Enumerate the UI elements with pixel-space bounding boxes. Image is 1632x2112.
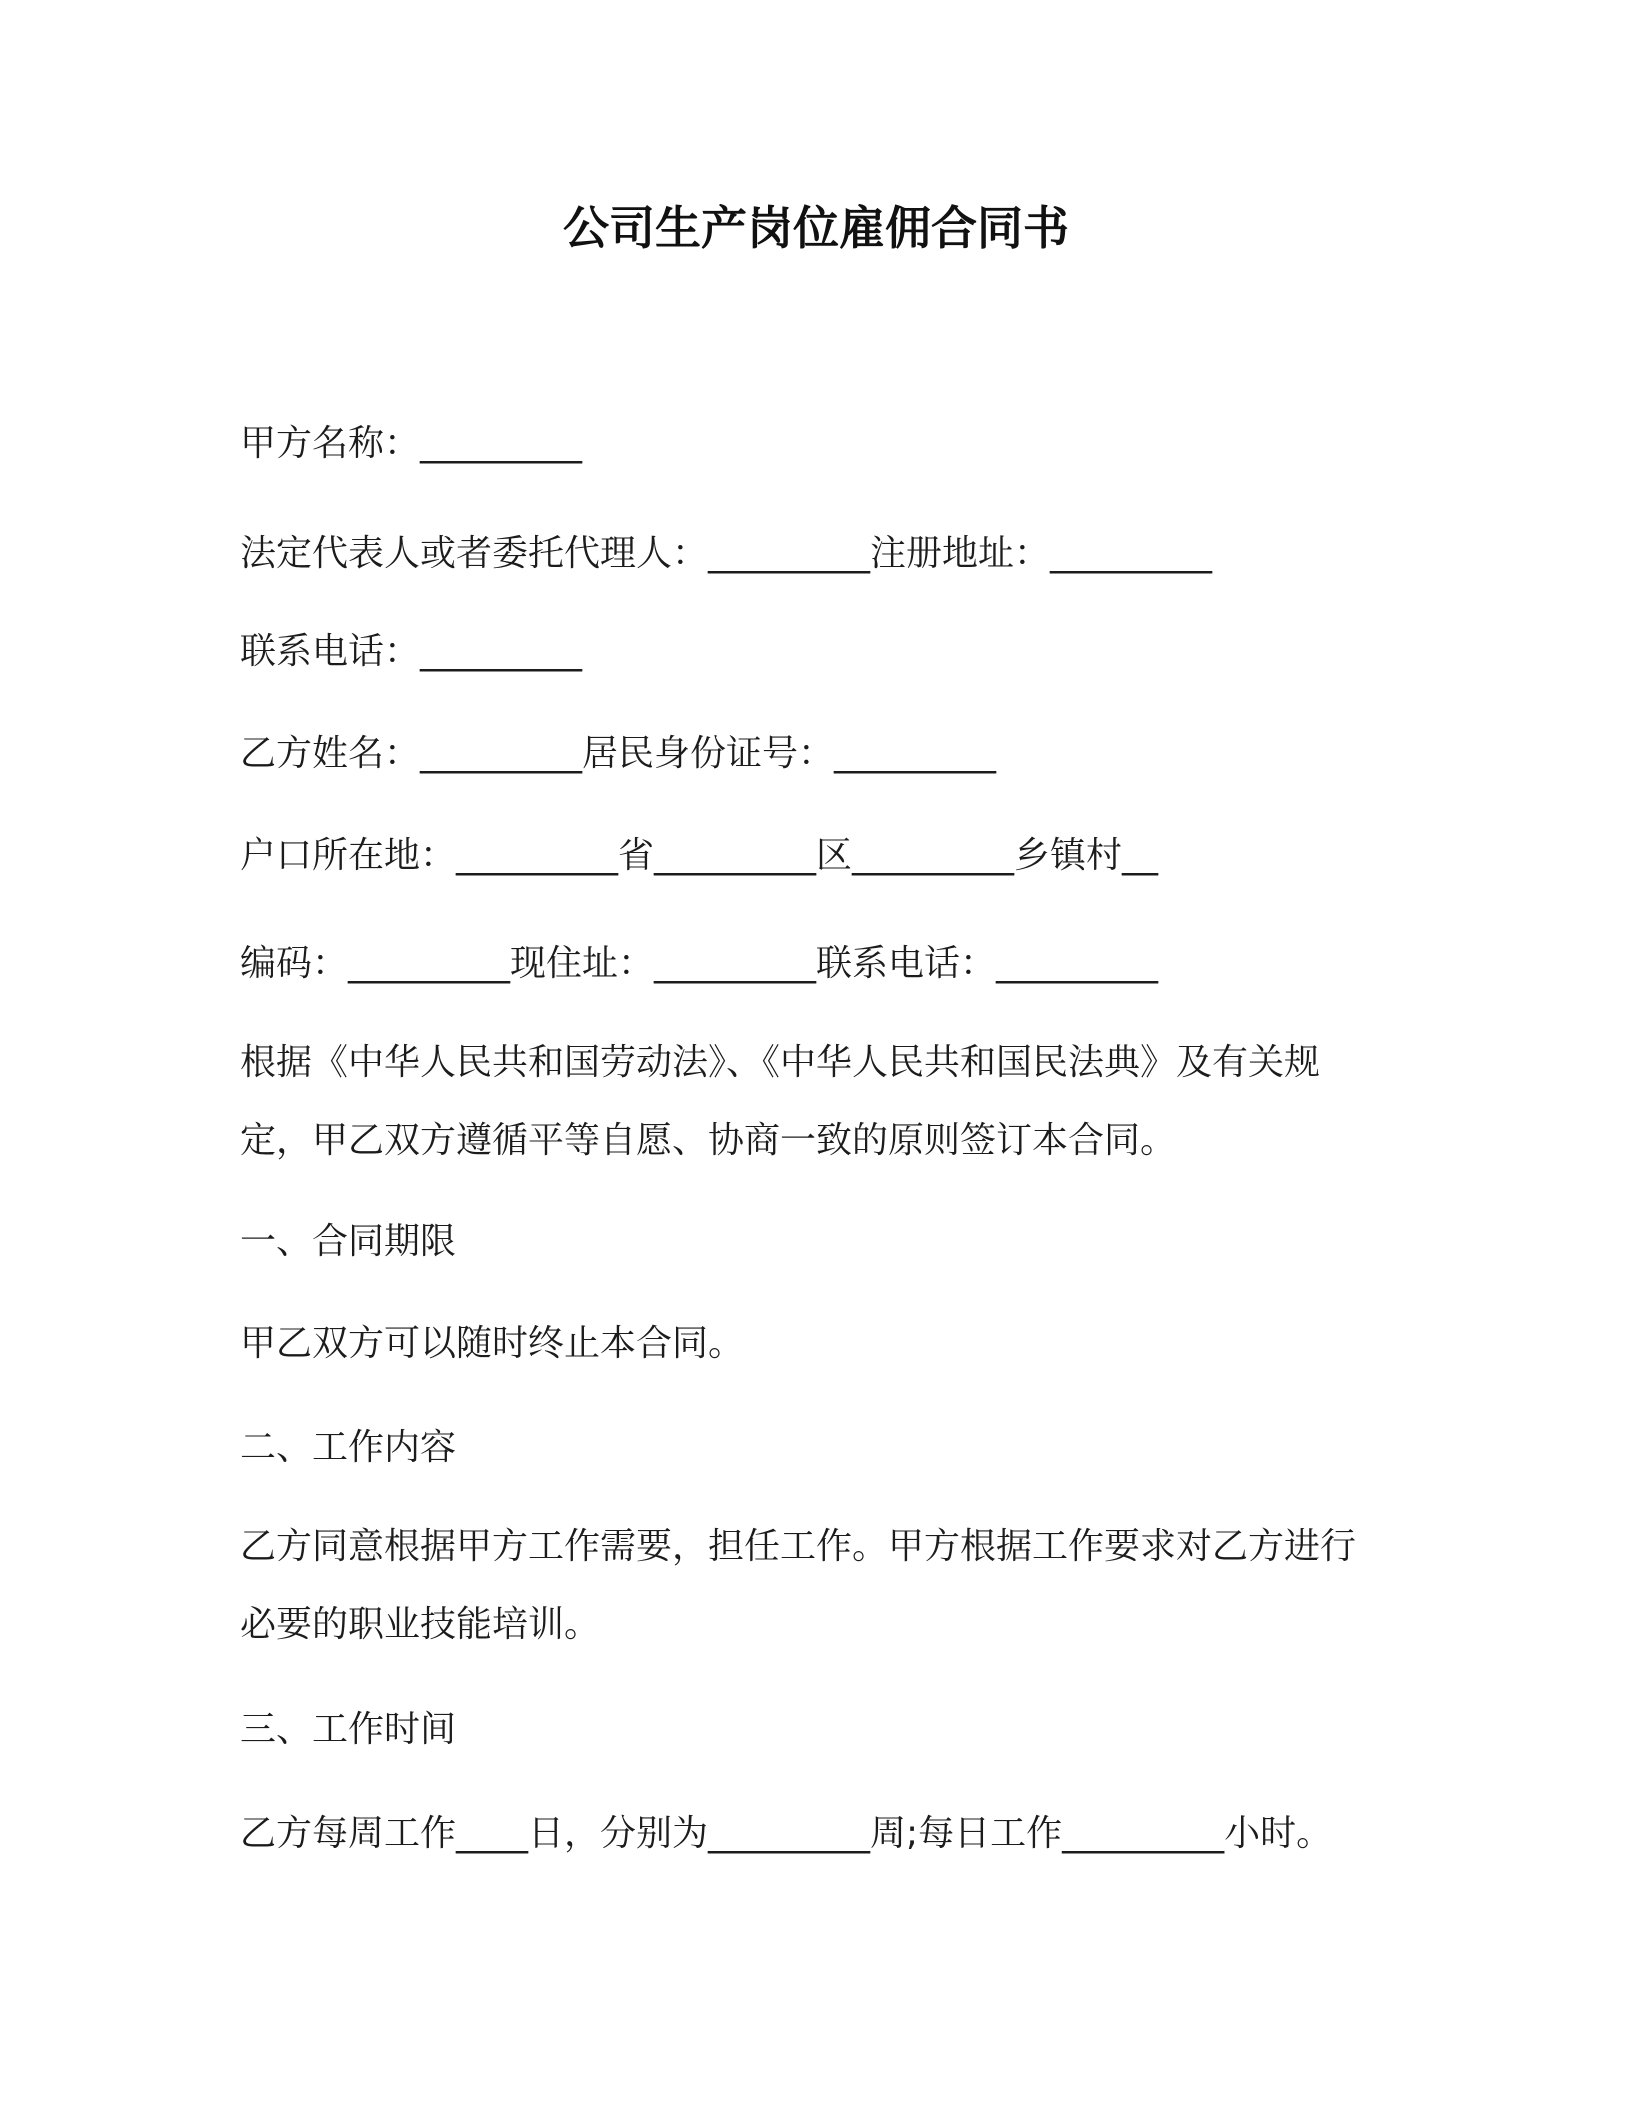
section-3-body: 乙方每周工作____日，分别为_________周;每日工作_________小时。 (240, 1813, 1333, 1854)
preamble-paragraph: 根据《中华人民共和国劳动法》、《中华人民共和国民法典》及有关规定，甲乙双方遵循平等自愿、协商一致的原则签订本合同。 (240, 1042, 1321, 1161)
legal-rep-address-field: 法定代表人或者委托代理人：_________注册地址：_________ (240, 533, 1213, 574)
party-a-name-field: 甲方名称：_________ (240, 423, 583, 464)
section-3-heading: 三、工作时间 (240, 1709, 457, 1750)
postcode-address-phone-field: 编码：_________现住址：_________联系电话：_________ (240, 943, 1159, 984)
party-b-name-id-field: 乙方姓名：_________居民身份证号：_________ (240, 733, 997, 774)
party-a-phone-field: 联系电话：_________ (240, 631, 583, 672)
document-title: 公司生产岗位雇佣合同书 (563, 201, 1069, 255)
section-1-heading: 一、合同期限 (240, 1221, 457, 1262)
section-1-body: 甲乙双方可以随时终止本合同。 (240, 1323, 745, 1364)
section-2-body: 乙方同意根据甲方工作需要，担任工作。甲方根据工作要求对乙方进行必要的职业技能培训。 (240, 1526, 1357, 1645)
section-2-heading: 二、工作内容 (240, 1427, 457, 1468)
household-location-field: 户口所在地：_________省_________区_________乡镇村__ (240, 835, 1159, 876)
